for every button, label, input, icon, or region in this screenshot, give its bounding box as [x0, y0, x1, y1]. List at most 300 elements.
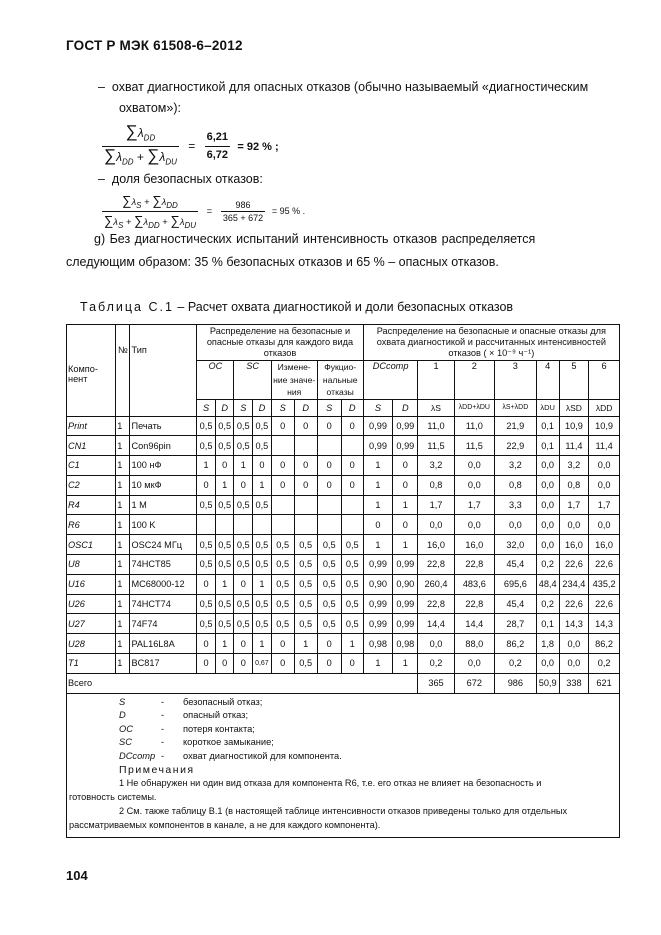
cell-value — [294, 495, 317, 515]
cell-value: 0 — [341, 456, 363, 476]
formula-dc-numerator: $\sum\lambda_{DD}$ — [102, 124, 179, 147]
header-lambda: λDD+λDU — [454, 399, 495, 416]
legend-symbol: D — [119, 710, 126, 721]
cell-value: 0 — [234, 654, 253, 674]
cell-type: 74HCT74 — [130, 594, 197, 614]
cell-value: 0,5 — [317, 574, 341, 594]
cell-value: 0,0 — [559, 634, 589, 654]
cell-component: R4 — [67, 495, 116, 515]
cell-value: 0,5 — [271, 535, 294, 555]
cell-value — [341, 436, 363, 456]
cell-number: 1 — [116, 416, 130, 436]
cell-value — [234, 515, 253, 535]
header-sd: D — [294, 399, 317, 416]
cell-component: U28 — [67, 634, 116, 654]
cell-value: 0 — [197, 634, 216, 654]
cell-value: 10,9 — [559, 416, 589, 436]
header-value-change: Измене-ние значе-ния — [273, 362, 316, 397]
cell-value: 28,7 — [495, 614, 537, 634]
cell-value: 0,5 — [253, 555, 272, 575]
header-lambda: λDU — [536, 399, 559, 416]
cell-value: 0 — [271, 416, 294, 436]
formula-dc-eq: = — [188, 139, 196, 154]
header-sd: D — [341, 399, 363, 416]
cell-value: 1 — [363, 535, 393, 555]
cell-value: 0,5 — [341, 594, 363, 614]
header-dccomp: DCcomp — [363, 361, 418, 400]
legend-text: безопасный отказ; — [183, 696, 263, 707]
cell-value: 260,4 — [418, 574, 454, 594]
formula-sff-fraction — [102, 193, 198, 230]
cell-value: 0,0 — [495, 515, 537, 535]
cell-value: 0,5 — [197, 555, 216, 575]
cell-value: 0 — [393, 515, 418, 535]
cell-value: 0,5 — [197, 416, 216, 436]
legend-dash: - — [161, 696, 165, 707]
cell-type: 100 нФ — [130, 456, 197, 476]
cell-value: 0,5 — [215, 535, 234, 555]
cell-number: 1 — [116, 614, 130, 634]
cell-value — [197, 515, 216, 535]
cell-value: 0,5 — [253, 594, 272, 614]
cell-type: Con96pin — [130, 436, 197, 456]
cell-value: 0 — [393, 475, 418, 495]
header-group-dc: Распределение на безопасные и опасные отказы для охвата диагностикой и рассчитанных интенсивностей отказов ( × 10⁻⁹ ч⁻¹) — [363, 325, 619, 361]
header-lambda: λDD — [589, 399, 620, 416]
cell-value: 22,8 — [454, 594, 495, 614]
cell-number: 1 — [116, 456, 130, 476]
table-row — [67, 495, 620, 515]
para-text: охват диагностикой для опасных отказов (обычно называемый «диагностическим — [111, 80, 589, 94]
legend-item — [69, 736, 617, 750]
cell-value: 0,5 — [341, 555, 363, 575]
legend-text: охват диагностикой для компонента. — [183, 751, 342, 762]
header-sd: S — [317, 399, 341, 416]
cell-value: 0,0 — [454, 475, 495, 495]
cell-value: 0 — [393, 456, 418, 476]
table-row — [67, 416, 620, 436]
cell-value: 1 — [234, 456, 253, 476]
legend-dash: - — [161, 710, 165, 721]
table-caption-label: Таблица С.1 — [80, 300, 174, 314]
cell-number: 1 — [116, 436, 130, 456]
header-sd: D — [393, 399, 418, 416]
header-sd: D — [215, 399, 234, 416]
cell-value: 0,99 — [393, 555, 418, 575]
cell-type: 74HCT85 — [130, 555, 197, 575]
cell-value: 0,99 — [393, 436, 418, 456]
cell-value: 0,2 — [536, 555, 559, 575]
cell-value — [294, 436, 317, 456]
cell-number: 1 — [116, 515, 130, 535]
cell-value — [317, 515, 341, 535]
cell-value — [341, 515, 363, 535]
header-oc: OC — [197, 361, 234, 400]
formula-dc-value-num: 6,21 — [205, 130, 230, 147]
legend-dash: - — [161, 723, 165, 734]
cell-value: 0 — [317, 475, 341, 495]
cell-value: 1,7 — [454, 495, 495, 515]
table-caption — [80, 300, 513, 315]
cell-value: 48,4 — [536, 574, 559, 594]
cell-type: 74F74 — [130, 614, 197, 634]
cell-component: U16 — [67, 574, 116, 594]
cell-component: Print — [67, 416, 116, 436]
para-dc-line2: охватом»): — [119, 101, 181, 115]
formula-sff-value-den: 365 + 672 — [222, 212, 264, 223]
cell-value: 0,5 — [197, 436, 216, 456]
cell-value: 3,2 — [559, 456, 589, 476]
cell-value: 0,5 — [294, 574, 317, 594]
formula-sff-denominator: $\sum\lambda_S + \sum\lambda_{DD} + \sum\lambda_{DU}$ — [104, 212, 197, 230]
cell-value: 0 — [215, 456, 234, 476]
cell-component: U8 — [67, 555, 116, 575]
cell-value: 0,0 — [454, 515, 495, 535]
cell-value: 0,5 — [215, 594, 234, 614]
legend-text: потеря контакта; — [183, 723, 255, 734]
note-2b: рассматриваемых компонентов в канале, а не для каждого компонента). — [69, 819, 381, 830]
cell-value: 16,0 — [559, 535, 589, 555]
cell-value: 88,0 — [454, 634, 495, 654]
cell-value: 0 — [253, 456, 272, 476]
total-label: Всего — [67, 673, 418, 693]
table-row — [67, 614, 620, 634]
table-body — [67, 416, 620, 673]
cell-value: 0,0 — [536, 535, 559, 555]
header-sd: S — [271, 399, 294, 416]
total-cell: 365 — [418, 673, 454, 693]
cell-value: 14,3 — [589, 614, 620, 634]
cell-value: 0,90 — [363, 574, 393, 594]
cell-value: 0,1 — [536, 416, 559, 436]
cell-value: 22,6 — [589, 555, 620, 575]
formula-sff-result: = 95 % . — [271, 205, 306, 216]
cell-component: C2 — [67, 475, 116, 495]
cell-value: 0,2 — [536, 594, 559, 614]
cell-component: OSC1 — [67, 535, 116, 555]
cell-value: 1 — [253, 574, 272, 594]
cell-value: 0,98 — [363, 634, 393, 654]
cell-value: 11,5 — [454, 436, 495, 456]
table-row — [67, 654, 620, 674]
cell-value: 21,9 — [495, 416, 537, 436]
cell-value: 0 — [317, 416, 341, 436]
cell-value: 1 — [253, 475, 272, 495]
cell-value: 0,67 — [253, 654, 272, 674]
cell-number: 1 — [116, 574, 130, 594]
cell-value: 0,0 — [418, 515, 454, 535]
header-col-1: 1 — [418, 361, 454, 400]
cell-component: U26 — [67, 594, 116, 614]
cell-value: 0,1 — [536, 436, 559, 456]
cell-value: 0,5 — [215, 555, 234, 575]
cell-value: 0 — [197, 475, 216, 495]
cell-value: 14,4 — [418, 614, 454, 634]
cell-value: 0,5 — [234, 416, 253, 436]
header-col-3: 3 — [495, 361, 537, 400]
legend-item — [69, 709, 617, 723]
cell-value: 11,4 — [559, 436, 589, 456]
cell-value: 0 — [341, 475, 363, 495]
cell-value: 0,90 — [393, 574, 418, 594]
cell-value: 11,0 — [454, 416, 495, 436]
cell-value: 16,0 — [454, 535, 495, 555]
cell-value: 0,5 — [294, 614, 317, 634]
cell-value: 0,5 — [215, 614, 234, 634]
cell-value: 0,0 — [559, 515, 589, 535]
cell-value: 0,5 — [197, 495, 216, 515]
cell-value: 0,0 — [536, 475, 559, 495]
cell-value: 0,0 — [589, 475, 620, 495]
cell-value: 1,7 — [559, 495, 589, 515]
legend-symbol: S — [119, 696, 126, 707]
notes-title: Примечания — [119, 763, 195, 776]
para-dc-line1 — [98, 80, 588, 95]
document-code: ГОСТ Р МЭК 61508-6–2012 — [66, 38, 243, 53]
legend-item — [69, 696, 617, 710]
cell-value: 1 — [363, 475, 393, 495]
cell-type: MC68000-12 — [130, 574, 197, 594]
cell-value: 3,3 — [495, 495, 537, 515]
cell-value: 483,6 — [454, 574, 495, 594]
cell-value: 86,2 — [495, 634, 537, 654]
cell-value: 1 — [363, 456, 393, 476]
cell-value: 0,5 — [253, 436, 272, 456]
cell-value: 3,2 — [495, 456, 537, 476]
cell-value: 0,5 — [234, 614, 253, 634]
cell-value: 0,99 — [393, 416, 418, 436]
cell-value: 0,5 — [234, 495, 253, 515]
note-2a: 2 См. также таблицу В.1 (в настоящей таблице интенсивности отказов приведены только для отдельных — [119, 806, 568, 817]
header-type: Тип — [130, 325, 197, 417]
cell-value: 22,8 — [418, 594, 454, 614]
cell-value: 0,0 — [536, 654, 559, 674]
cell-type: 1 M — [130, 495, 197, 515]
dash: – — [98, 80, 105, 94]
cell-type: PAL16L8A — [130, 634, 197, 654]
cell-value: 0,5 — [253, 416, 272, 436]
cell-value: 45,4 — [495, 555, 537, 575]
note-1a: 1 Не обнаружен ни один вид отказа для компонента R6, т.е. его отказ не влияет на безопасность и — [119, 778, 542, 789]
formula-dc-denominator: $\sum\lambda_{DD} + \sum\lambda_{DU}$ — [104, 146, 177, 167]
cell-value: 45,4 — [495, 594, 537, 614]
cell-value: 1 — [363, 495, 393, 515]
page-number: 104 — [66, 868, 88, 883]
cell-value: 0,99 — [393, 594, 418, 614]
legend — [69, 696, 617, 764]
table-row — [67, 574, 620, 594]
header-sd: S — [197, 399, 216, 416]
cell-value: 0,5 — [253, 535, 272, 555]
header-col-6: 6 — [589, 361, 620, 400]
cell-value: 0 — [317, 654, 341, 674]
cell-value: 0 — [234, 475, 253, 495]
cell-value: 0 — [341, 654, 363, 674]
cell-component: CN1 — [67, 436, 116, 456]
cell-value: 3,2 — [418, 456, 454, 476]
cell-value: 0,0 — [536, 456, 559, 476]
formula-sff-value — [221, 200, 265, 223]
para-g-line2: следующим образом: 35 % безопасных отказов и 65 % – опасных отказов. — [66, 255, 499, 269]
cell-component: T1 — [67, 654, 116, 674]
cell-value: 0,5 — [197, 614, 216, 634]
header-functional: Фукцио-нальные отказы — [317, 361, 363, 400]
cell-type: 100 K — [130, 515, 197, 535]
cell-number: 1 — [116, 555, 130, 575]
table-row — [67, 594, 620, 614]
legend-symbol: DCcomp — [119, 751, 156, 762]
cell-value — [271, 515, 294, 535]
cell-value: 11,0 — [418, 416, 454, 436]
total-cell: 621 — [589, 673, 620, 693]
formula-dc-value-den: 6,72 — [206, 149, 228, 162]
legend-dash: - — [161, 751, 165, 762]
cell-component: U27 — [67, 614, 116, 634]
cell-value: 0 — [271, 654, 294, 674]
cell-value: 0,8 — [418, 475, 454, 495]
cell-value: 0,0 — [454, 456, 495, 476]
cell-value: 0,5 — [234, 555, 253, 575]
cell-value: 0,5 — [234, 594, 253, 614]
cell-value: 0,5 — [234, 535, 253, 555]
para-sff — [98, 172, 263, 187]
cell-value: 22,8 — [454, 555, 495, 575]
cell-value: 0,8 — [495, 475, 537, 495]
cell-value: 0,5 — [271, 594, 294, 614]
cell-value: 0 — [317, 634, 341, 654]
table-row — [67, 535, 620, 555]
cell-value: 0,5 — [341, 535, 363, 555]
cell-value: 0 — [271, 475, 294, 495]
header-sc: SC — [234, 361, 271, 400]
cell-value: 0,5 — [271, 555, 294, 575]
cell-component: R6 — [67, 515, 116, 535]
cell-value: 0,99 — [363, 436, 393, 456]
legend-item — [69, 750, 617, 764]
formula-sff-value-num: 986 — [221, 200, 265, 212]
cell-value: 0,5 — [294, 555, 317, 575]
note-1b: готовность системы. — [69, 792, 157, 803]
cell-value: 0,0 — [559, 654, 589, 674]
cell-value: 0,5 — [317, 594, 341, 614]
cell-number: 1 — [116, 654, 130, 674]
table-row — [67, 436, 620, 456]
header-col-4: 4 — [536, 361, 559, 400]
cell-value: 1 — [253, 634, 272, 654]
cell-value: 0,0 — [536, 515, 559, 535]
cell-value: 32,0 — [495, 535, 537, 555]
cell-value: 14,3 — [559, 614, 589, 634]
legend-symbol: SC — [119, 737, 132, 748]
cell-value: 0,5 — [215, 436, 234, 456]
table-row — [67, 634, 620, 654]
table-row — [67, 456, 620, 476]
formula-dc-value — [205, 130, 230, 163]
header-sd: D — [253, 399, 272, 416]
cell-value: 0,98 — [393, 634, 418, 654]
cell-value: 1 — [215, 574, 234, 594]
cell-value: 1 — [393, 535, 418, 555]
cell-value: 0,99 — [363, 614, 393, 634]
header-col-2: 2 — [454, 361, 495, 400]
cell-value: 0 — [271, 634, 294, 654]
cell-value: 0 — [363, 515, 393, 535]
cell-value: 695,6 — [495, 574, 537, 594]
cell-value: 1 — [215, 634, 234, 654]
para-text: доля безопасных отказов: — [111, 172, 263, 186]
cell-value: 234,4 — [559, 574, 589, 594]
cell-value: 0,8 — [559, 475, 589, 495]
header-sd: S — [234, 399, 253, 416]
legend-text: опасный отказ; — [183, 710, 249, 721]
legend-symbol: OC — [119, 723, 133, 734]
cell-value: 11,4 — [589, 436, 620, 456]
formula-dc-result: = 92 % ; — [237, 141, 279, 154]
dash: – — [98, 172, 105, 186]
cell-value: 0,5 — [197, 535, 216, 555]
cell-value: 435,2 — [589, 574, 620, 594]
cell-value: 1,7 — [418, 495, 454, 515]
cell-value — [317, 495, 341, 515]
cell-value: 0,5 — [253, 614, 272, 634]
cell-value: 0,5 — [317, 535, 341, 555]
cell-value: 1,7 — [589, 495, 620, 515]
cell-value: 0,5 — [294, 654, 317, 674]
cell-value: 0,99 — [363, 555, 393, 575]
header-lambda: λS — [418, 399, 454, 416]
table-row — [67, 515, 620, 535]
cell-type: Печать — [130, 416, 197, 436]
cell-value: 10,9 — [589, 416, 620, 436]
cell-value: 0,5 — [234, 436, 253, 456]
legend-dash: - — [161, 737, 165, 748]
cell-value: 22,6 — [589, 594, 620, 614]
cell-value: 86,2 — [589, 634, 620, 654]
cell-value — [271, 495, 294, 515]
cell-value: 0 — [271, 456, 294, 476]
cell-value: 1,8 — [536, 634, 559, 654]
notes — [69, 764, 617, 833]
cell-number: 1 — [116, 535, 130, 555]
header-component: Компо- нент — [67, 325, 116, 417]
cell-value: 0,0 — [536, 495, 559, 515]
cell-value: 0,0 — [454, 654, 495, 674]
cell-value: 16,0 — [589, 535, 620, 555]
cell-value: 22,9 — [495, 436, 537, 456]
cell-value: 0,5 — [271, 574, 294, 594]
failure-rate-table — [66, 324, 620, 838]
header-lambda: λSD — [559, 399, 589, 416]
cell-value — [294, 515, 317, 535]
cell-component: C1 — [67, 456, 116, 476]
cell-value: 0,5 — [317, 555, 341, 575]
cell-value: 22,6 — [559, 594, 589, 614]
cell-value: 1 — [215, 475, 234, 495]
cell-number: 1 — [116, 475, 130, 495]
cell-value: 22,8 — [418, 555, 454, 575]
cell-value: 0,0 — [589, 456, 620, 476]
cell-value: 0,5 — [341, 574, 363, 594]
cell-value: 0,5 — [215, 495, 234, 515]
cell-value: 1 — [393, 495, 418, 515]
cell-value: 0,5 — [341, 614, 363, 634]
formula-dc-fraction — [102, 124, 179, 170]
cell-value: 0,2 — [589, 654, 620, 674]
total-cell: 672 — [454, 673, 495, 693]
cell-value: 1 — [197, 456, 216, 476]
cell-value: 0 — [215, 654, 234, 674]
header-group-per-mode: Распределение на безопасные и опасные отказы для каждого вида отказов — [197, 325, 363, 361]
